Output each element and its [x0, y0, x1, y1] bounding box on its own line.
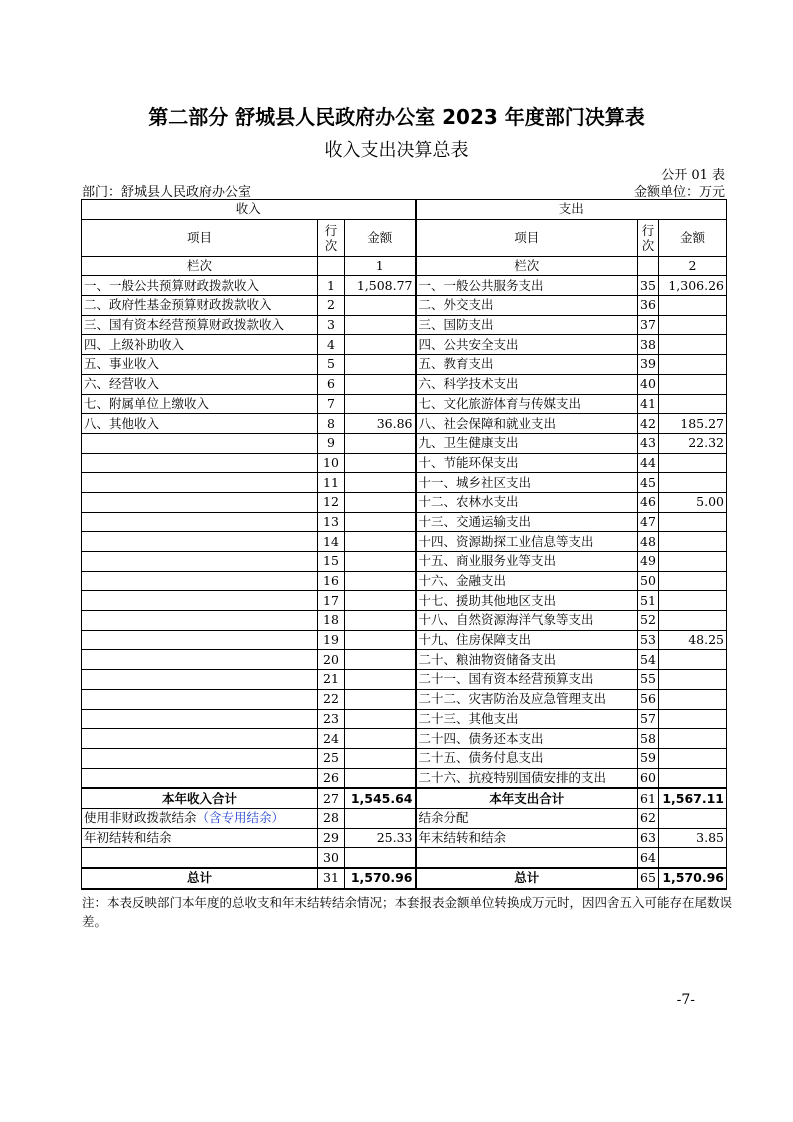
income-item — [82, 828, 318, 848]
income-row-no: 14 — [318, 532, 345, 552]
income-subtotal-label: 本年收入合计 — [82, 788, 318, 808]
expense-item: 十四、资源勘探工业信息等支出 — [416, 532, 638, 552]
income-amount — [345, 630, 416, 650]
expense-column-order-number: 2 — [659, 256, 727, 276]
expense-row-no: 49 — [638, 552, 659, 572]
table-row — [82, 808, 727, 828]
expense-row-no: 51 — [638, 591, 659, 611]
table-row — [82, 512, 727, 532]
income-row-no: 5 — [318, 355, 345, 375]
income-item: 七、附属单位上缴收入 — [82, 394, 318, 414]
income-item — [82, 492, 318, 512]
income-amount — [345, 355, 416, 375]
income-item — [82, 433, 318, 453]
income-amount: 25.33 — [345, 828, 416, 848]
expense-amount — [659, 512, 727, 532]
table-row — [82, 335, 727, 355]
expense-amount: 185.27 — [659, 414, 727, 434]
income-amount — [345, 433, 416, 453]
expense-row-no: 38 — [638, 335, 659, 355]
income-row-no: 7 — [318, 394, 345, 414]
income-amount — [345, 768, 416, 788]
expense-amount — [659, 650, 727, 670]
income-expense-table — [81, 199, 727, 890]
expense-amount — [659, 848, 727, 868]
expense-total-row-no: 65 — [638, 868, 659, 889]
expense-item: 年末结转和结余 — [416, 828, 638, 848]
income-amount: 36.86 — [345, 414, 416, 434]
income-row-no: 22 — [318, 689, 345, 709]
amount-unit-label: 金额单位：万元 — [633, 185, 725, 200]
income-item — [82, 571, 318, 591]
expense-item: 十三、交通运输支出 — [416, 512, 638, 532]
income-item: 六、经营收入 — [82, 374, 318, 394]
expense-amount — [659, 552, 727, 572]
income-row-no: 1 — [318, 276, 345, 296]
income-item: 四、上级补助收入 — [82, 335, 318, 355]
income-total-amount: 1,570.96 — [345, 868, 416, 889]
income-row-no: 2 — [318, 296, 345, 316]
income-amount — [345, 374, 416, 394]
table-row — [82, 630, 727, 650]
income-row-no: 24 — [318, 729, 345, 749]
income-item: 一、一般公共预算财政拨款收入 — [82, 276, 318, 296]
expense-item: 十一、城乡社区支出 — [416, 473, 638, 493]
income-amount — [345, 453, 416, 473]
expense-amount — [659, 374, 727, 394]
expense-row-no: 52 — [638, 611, 659, 631]
income-row-no: 13 — [318, 512, 345, 532]
table-footnote: 注：本表反映部门本年度的总收支和年末结转结余情况；本套报表金额单位转换成万元时，因四舍五入可能存在尾数误差。 — [82, 895, 733, 929]
income-row-no: 6 — [318, 374, 345, 394]
expense-item: 结余分配 — [416, 808, 638, 828]
expense-row-no: 53 — [638, 630, 659, 650]
income-item — [82, 729, 318, 749]
income-row-no: 28 — [318, 808, 345, 828]
table-row — [82, 729, 727, 749]
income-item — [82, 473, 318, 493]
form-number: 公开 01 表 — [661, 168, 725, 183]
table-row — [82, 492, 727, 512]
expense-amount — [659, 473, 727, 493]
expense-row-no: 42 — [638, 414, 659, 434]
income-total-label: 总计 — [82, 868, 318, 889]
income-item — [82, 552, 318, 572]
expense-total-label: 总计 — [416, 868, 638, 889]
income-total-row-no: 31 — [318, 868, 345, 889]
expense-subtotal-label: 本年支出合计 — [416, 788, 638, 808]
table-row — [82, 689, 727, 709]
expense-item: 二十五、债务付息支出 — [416, 748, 638, 768]
expense-amount — [659, 729, 727, 749]
expense-row-no: 44 — [638, 453, 659, 473]
income-amount — [345, 335, 416, 355]
expense-item — [416, 848, 638, 868]
income-row-no: 29 — [318, 828, 345, 848]
income-amount — [345, 296, 416, 316]
income-item: 八、其他收入 — [82, 414, 318, 434]
column-order-row — [82, 256, 727, 276]
income-amount — [345, 473, 416, 493]
expense-amount — [659, 670, 727, 690]
income-item — [82, 670, 318, 690]
expense-item: 二、外交支出 — [416, 296, 638, 316]
income-amount — [345, 689, 416, 709]
expense-amount — [659, 591, 727, 611]
expense-item: 五、教育支出 — [416, 355, 638, 375]
expense-column-order-blank — [638, 256, 659, 276]
income-row-no: 30 — [318, 848, 345, 868]
table-row — [82, 296, 727, 316]
expense-row-no: 56 — [638, 689, 659, 709]
expense-row-no: 60 — [638, 768, 659, 788]
expense-amount — [659, 335, 727, 355]
table-row — [82, 394, 727, 414]
income-item — [82, 532, 318, 552]
expense-row-no-header: 行次 — [638, 219, 659, 256]
expense-item: 十、节能环保支出 — [416, 453, 638, 473]
expense-item: 九、卫生健康支出 — [416, 433, 638, 453]
income-item-label: 年初结转和结余 — [84, 829, 172, 845]
expense-item: 七、文化旅游体育与传媒支出 — [416, 394, 638, 414]
expense-amount: 3.85 — [659, 828, 727, 848]
expense-item: 二十一、国有资本经营预算支出 — [416, 670, 638, 690]
income-row-no: 12 — [318, 492, 345, 512]
income-row-no: 26 — [318, 768, 345, 788]
income-amount — [345, 394, 416, 414]
table-row — [82, 709, 727, 729]
income-row-no: 16 — [318, 571, 345, 591]
expense-item: 十九、住房保障支出 — [416, 630, 638, 650]
expense-amount — [659, 709, 727, 729]
expense-column-order-label: 栏次 — [416, 256, 638, 276]
expense-item: 一、一般公共服务支出 — [416, 276, 638, 296]
expense-row-no: 40 — [638, 374, 659, 394]
income-item — [82, 808, 318, 828]
income-item — [82, 689, 318, 709]
expense-item: 八、社会保障和就业支出 — [416, 414, 638, 434]
expense-item: 十五、商业服务业等支出 — [416, 552, 638, 572]
expense-row-no: 54 — [638, 650, 659, 670]
expense-item: 二十二、灾害防治及应急管理支出 — [416, 689, 638, 709]
income-item — [82, 709, 318, 729]
expense-item: 十六、金融支出 — [416, 571, 638, 591]
expense-item: 二十六、抗疫特别国债安排的支出 — [416, 768, 638, 788]
table-row — [82, 828, 727, 848]
income-row-no: 9 — [318, 433, 345, 453]
income-item — [82, 611, 318, 631]
income-row-no: 17 — [318, 591, 345, 611]
table-row — [82, 611, 727, 631]
income-row-no: 3 — [318, 315, 345, 335]
table-row — [82, 552, 727, 572]
table-row — [82, 650, 727, 670]
income-amount — [345, 808, 416, 828]
income-amount — [345, 552, 416, 572]
expense-item: 二十三、其他支出 — [416, 709, 638, 729]
expense-row-no: 43 — [638, 433, 659, 453]
expense-section-header: 支出 — [416, 200, 727, 220]
income-item — [82, 848, 318, 868]
income-amount — [345, 512, 416, 532]
table-subtitle: 收入支出决算总表 — [324, 140, 469, 161]
expense-amount — [659, 532, 727, 552]
income-column-order-blank — [318, 256, 345, 276]
expense-amount — [659, 355, 727, 375]
table-row — [82, 848, 727, 868]
expense-amount — [659, 571, 727, 591]
header-row-columns — [82, 219, 727, 256]
income-row-no: 18 — [318, 611, 345, 631]
income-item — [82, 630, 318, 650]
expense-amount — [659, 768, 727, 788]
table-row — [82, 571, 727, 591]
income-column-order-number: 1 — [345, 256, 416, 276]
expense-amount — [659, 689, 727, 709]
expense-row-no: 62 — [638, 808, 659, 828]
table-row — [82, 591, 727, 611]
expense-row-no: 35 — [638, 276, 659, 296]
income-row-no-header: 行次 — [318, 219, 345, 256]
expense-row-no: 64 — [638, 848, 659, 868]
header-row-sections — [82, 200, 727, 220]
expense-item-header: 项目 — [416, 219, 638, 256]
expense-item: 十二、农林水支出 — [416, 492, 638, 512]
income-item — [82, 453, 318, 473]
expense-subtotal-amount: 1,567.11 — [659, 788, 727, 808]
income-item — [82, 591, 318, 611]
department-label: 部门：舒城县人民政府办公室 — [82, 185, 252, 200]
subtotal-row — [82, 788, 727, 808]
expense-item: 二十、粮油物资储备支出 — [416, 650, 638, 670]
income-item-label: 使用非财政拨款结余 — [84, 810, 197, 826]
expense-row-no: 59 — [638, 748, 659, 768]
table-row — [82, 670, 727, 690]
expense-subtotal-row-no: 61 — [638, 788, 659, 808]
table-row — [82, 453, 727, 473]
expense-amount — [659, 748, 727, 768]
income-row-no: 25 — [318, 748, 345, 768]
income-amount — [345, 532, 416, 552]
expense-amount: 22.32 — [659, 433, 727, 453]
income-item-header: 项目 — [82, 219, 318, 256]
income-row-no: 21 — [318, 670, 345, 690]
expense-item: 十八、自然资源海洋气象等支出 — [416, 611, 638, 631]
income-item-note: （含专用结余） — [196, 810, 285, 826]
table-row — [82, 355, 727, 375]
income-amount — [345, 611, 416, 631]
expense-amount — [659, 296, 727, 316]
table-row — [82, 374, 727, 394]
income-row-no: 4 — [318, 335, 345, 355]
expense-row-no: 50 — [638, 571, 659, 591]
expense-total-amount: 1,570.96 — [659, 868, 727, 889]
income-item — [82, 512, 318, 532]
expense-row-no: 55 — [638, 670, 659, 690]
expense-amount: 1,306.26 — [659, 276, 727, 296]
income-amount — [345, 729, 416, 749]
expense-item: 二十四、债务还本支出 — [416, 729, 638, 749]
expense-amount — [659, 394, 727, 414]
expense-row-no: 47 — [638, 512, 659, 532]
income-row-no: 23 — [318, 709, 345, 729]
expense-amount — [659, 315, 727, 335]
income-amount — [345, 571, 416, 591]
expense-amount: 48.25 — [659, 630, 727, 650]
income-row-no: 20 — [318, 650, 345, 670]
income-item — [82, 768, 318, 788]
income-amount — [345, 670, 416, 690]
table-row — [82, 748, 727, 768]
expense-amount-header: 金额 — [659, 219, 727, 256]
expense-row-no: 39 — [638, 355, 659, 375]
expense-amount — [659, 808, 727, 828]
income-item — [82, 748, 318, 768]
expense-item: 三、国防支出 — [416, 315, 638, 335]
table-row — [82, 768, 727, 788]
income-subtotal-amount: 1,545.64 — [345, 788, 416, 808]
expense-row-no: 45 — [638, 473, 659, 493]
income-amount-header: 金额 — [345, 219, 416, 256]
page-title: 第二部分 舒城县人民政府办公室 2023 年度部门决算表 — [148, 105, 645, 129]
table-row — [82, 532, 727, 552]
expense-amount — [659, 453, 727, 473]
income-section-header: 收入 — [82, 200, 416, 220]
income-item: 二、政府性基金预算财政拨款收入 — [82, 296, 318, 316]
expense-row-no: 48 — [638, 532, 659, 552]
expense-row-no: 57 — [638, 709, 659, 729]
income-amount: 1,508.77 — [345, 276, 416, 296]
expense-row-no: 37 — [638, 315, 659, 335]
table-row — [82, 473, 727, 493]
table-row — [82, 276, 727, 296]
income-row-no: 15 — [318, 552, 345, 572]
expense-amount — [659, 611, 727, 631]
expense-amount: 5.00 — [659, 492, 727, 512]
income-amount — [345, 492, 416, 512]
expense-item: 四、公共安全支出 — [416, 335, 638, 355]
table-row — [82, 414, 727, 434]
expense-row-no: 63 — [638, 828, 659, 848]
income-item: 五、事业收入 — [82, 355, 318, 375]
total-row — [82, 868, 727, 889]
expense-item: 十七、援助其他地区支出 — [416, 591, 638, 611]
expense-item: 六、科学技术支出 — [416, 374, 638, 394]
income-subtotal-row-no: 27 — [318, 788, 345, 808]
income-amount — [345, 650, 416, 670]
income-column-order-label: 栏次 — [82, 256, 318, 276]
income-row-no: 11 — [318, 473, 345, 493]
income-amount — [345, 315, 416, 335]
income-row-no: 19 — [318, 630, 345, 650]
income-item — [82, 650, 318, 670]
table-row — [82, 315, 727, 335]
income-amount — [345, 591, 416, 611]
expense-row-no: 46 — [638, 492, 659, 512]
expense-row-no: 36 — [638, 296, 659, 316]
income-amount — [345, 748, 416, 768]
income-row-no: 10 — [318, 453, 345, 473]
income-item: 三、国有资本经营预算财政拨款收入 — [82, 315, 318, 335]
income-amount — [345, 848, 416, 868]
income-row-no: 8 — [318, 414, 345, 434]
income-amount — [345, 709, 416, 729]
table-row — [82, 433, 727, 453]
expense-row-no: 58 — [638, 729, 659, 749]
expense-row-no: 41 — [638, 394, 659, 414]
page-number: -7- — [676, 992, 695, 1008]
